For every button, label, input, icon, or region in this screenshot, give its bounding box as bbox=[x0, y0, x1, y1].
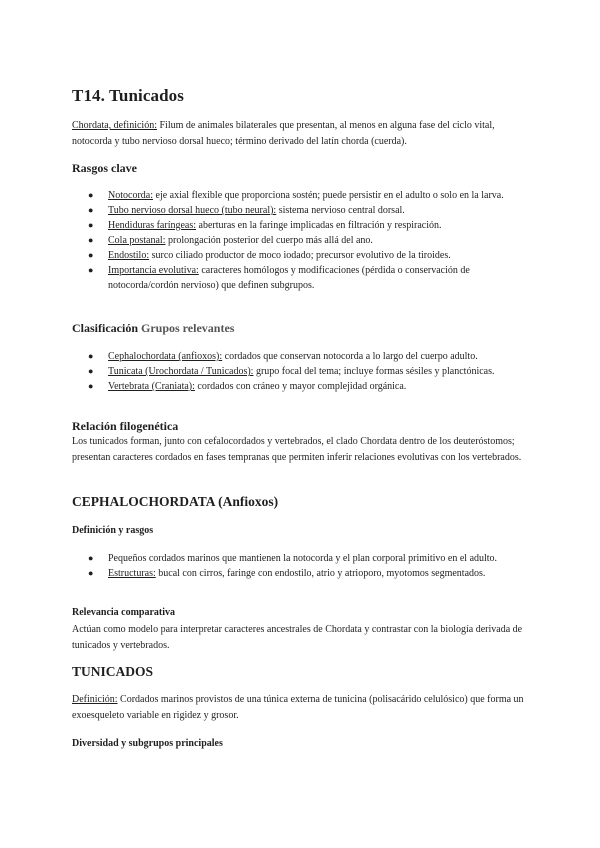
item-term: Importancia evolutiva: bbox=[108, 265, 199, 276]
item-text: eje axial flexible que proporciona sostén; puede persistir en el adulto o solo en la larva. bbox=[153, 190, 504, 201]
bullet-icon: ● bbox=[88, 235, 94, 245]
relacion-paragraph: Los tunicados forman, junto con cefalocordados y vertebrados, el clado Chordata dentro de los deuteróstomos; presentan caracteres cordados en fases tempranas que permiten inferir relaciones evolutivas con los vertebrados. bbox=[72, 436, 522, 463]
clasificacion-heading bbox=[72, 321, 532, 336]
item-term: Tunicata (Urochordata / Tunicados): bbox=[108, 366, 254, 377]
bullet-icon: ● bbox=[88, 351, 94, 361]
diversidad-heading: Diversidad y subgrupos principales bbox=[72, 738, 223, 749]
list-item bbox=[72, 364, 532, 379]
item-term: Endostilo: bbox=[108, 250, 150, 261]
bullet-icon: ● bbox=[88, 553, 94, 563]
relacion-heading: Relación filogenética bbox=[72, 419, 179, 433]
list-item bbox=[72, 218, 532, 233]
bullet-icon: ● bbox=[88, 190, 94, 200]
relevancia-paragraph: Actúan como modelo para interpretar caracteres ancestrales de Chordata y contrastar con la biología derivada de tunicados y vertebrados. bbox=[72, 624, 523, 651]
definition-term: Definición: bbox=[72, 694, 118, 705]
item-term: Tubo nervioso dorsal hueco (tubo neural): bbox=[108, 205, 277, 216]
clasificacion-subtitle: Grupos relevantes bbox=[141, 321, 235, 335]
item-text: prolongación posterior del cuerpo más allá del ano. bbox=[165, 235, 373, 246]
list-item bbox=[72, 188, 532, 203]
list-item bbox=[72, 233, 532, 248]
intro-term: Chordata, definición: bbox=[72, 120, 157, 131]
item-term: Notocorda: bbox=[108, 190, 153, 201]
definition-text: Cordados marinos provistos de una túnica externa de tunicina (polisacárido celulósico) que forma un exoesqueleto variable en rigidez y grosor. bbox=[72, 694, 524, 721]
clasificacion-title: Clasificación bbox=[72, 321, 138, 335]
bullet-icon: ● bbox=[88, 366, 94, 376]
bullet-icon: ● bbox=[88, 250, 94, 260]
tunicados-definition bbox=[72, 692, 532, 723]
clasificacion-list bbox=[72, 349, 532, 394]
list-item bbox=[72, 379, 532, 394]
item-term: Vertebrata (Craniata): bbox=[108, 381, 195, 392]
bullet-icon: ● bbox=[88, 568, 94, 578]
item-term: Estructuras: bbox=[108, 568, 156, 579]
list-item bbox=[72, 248, 532, 263]
list-item bbox=[72, 263, 532, 293]
tunicados-heading: TUNICADOS bbox=[72, 664, 154, 679]
bullet-icon: ● bbox=[88, 205, 94, 215]
intro-text: Filum de animales bilaterales que presentan, al menos en alguna fase del ciclo vital, notocorda y tubo nervioso dorsal hueco; término derivado del latín chorda (cuerda). bbox=[72, 120, 495, 147]
bullet-icon: ● bbox=[88, 220, 94, 230]
item-text: aberturas en la faringe implicadas en filtración y respiración. bbox=[196, 220, 442, 231]
list-item bbox=[72, 551, 532, 566]
item-text: bucal con cirros, faringe con endostilo, atrio y atrioporo, myotomos segmentados. bbox=[155, 568, 486, 579]
page-title: T14. Tunicados bbox=[72, 86, 184, 105]
relevancia-heading: Relevancia comparativa bbox=[72, 607, 176, 618]
item-term: Cephalochordata (anfioxos): bbox=[108, 351, 223, 362]
intro-paragraph bbox=[72, 118, 532, 149]
item-text: sistema nervioso central dorsal. bbox=[276, 205, 405, 216]
rasgos-list bbox=[72, 188, 532, 293]
cephalochordata-subheading: Definición y rasgos bbox=[72, 525, 154, 536]
rasgos-heading: Rasgos clave bbox=[72, 161, 137, 175]
item-term: Hendiduras faríngeas: bbox=[108, 220, 197, 231]
item-text: caracteres homólogos y modificaciones (pérdida o conservación de notocorda/cordón nervioso) que definen subgrupos. bbox=[108, 265, 470, 291]
item-text: surco ciliado productor de moco iodado; precursor evolutivo de la tiroides. bbox=[149, 250, 451, 261]
item-text: grupo focal del tema; incluye formas sésiles y planctónicas. bbox=[253, 366, 495, 377]
item-text: cordados que conservan notocorda a lo largo del cuerpo adulto. bbox=[222, 351, 478, 362]
item-term: Cola postanal: bbox=[108, 235, 166, 246]
list-item bbox=[72, 566, 532, 581]
item-text: cordados con cráneo y mayor complejidad orgánica. bbox=[194, 381, 407, 392]
list-item bbox=[72, 203, 532, 218]
cephalochordata-heading: CEPHALOCHORDATA (Anfioxos) bbox=[72, 494, 279, 509]
list-item bbox=[72, 349, 532, 364]
cephalochordata-list bbox=[72, 551, 532, 581]
bullet-icon: ● bbox=[88, 265, 94, 275]
item-text: Pequeños cordados marinos que mantienen la notocorda y el plan corporal primitivo en el adulto. bbox=[108, 553, 498, 564]
bullet-icon: ● bbox=[88, 381, 94, 391]
